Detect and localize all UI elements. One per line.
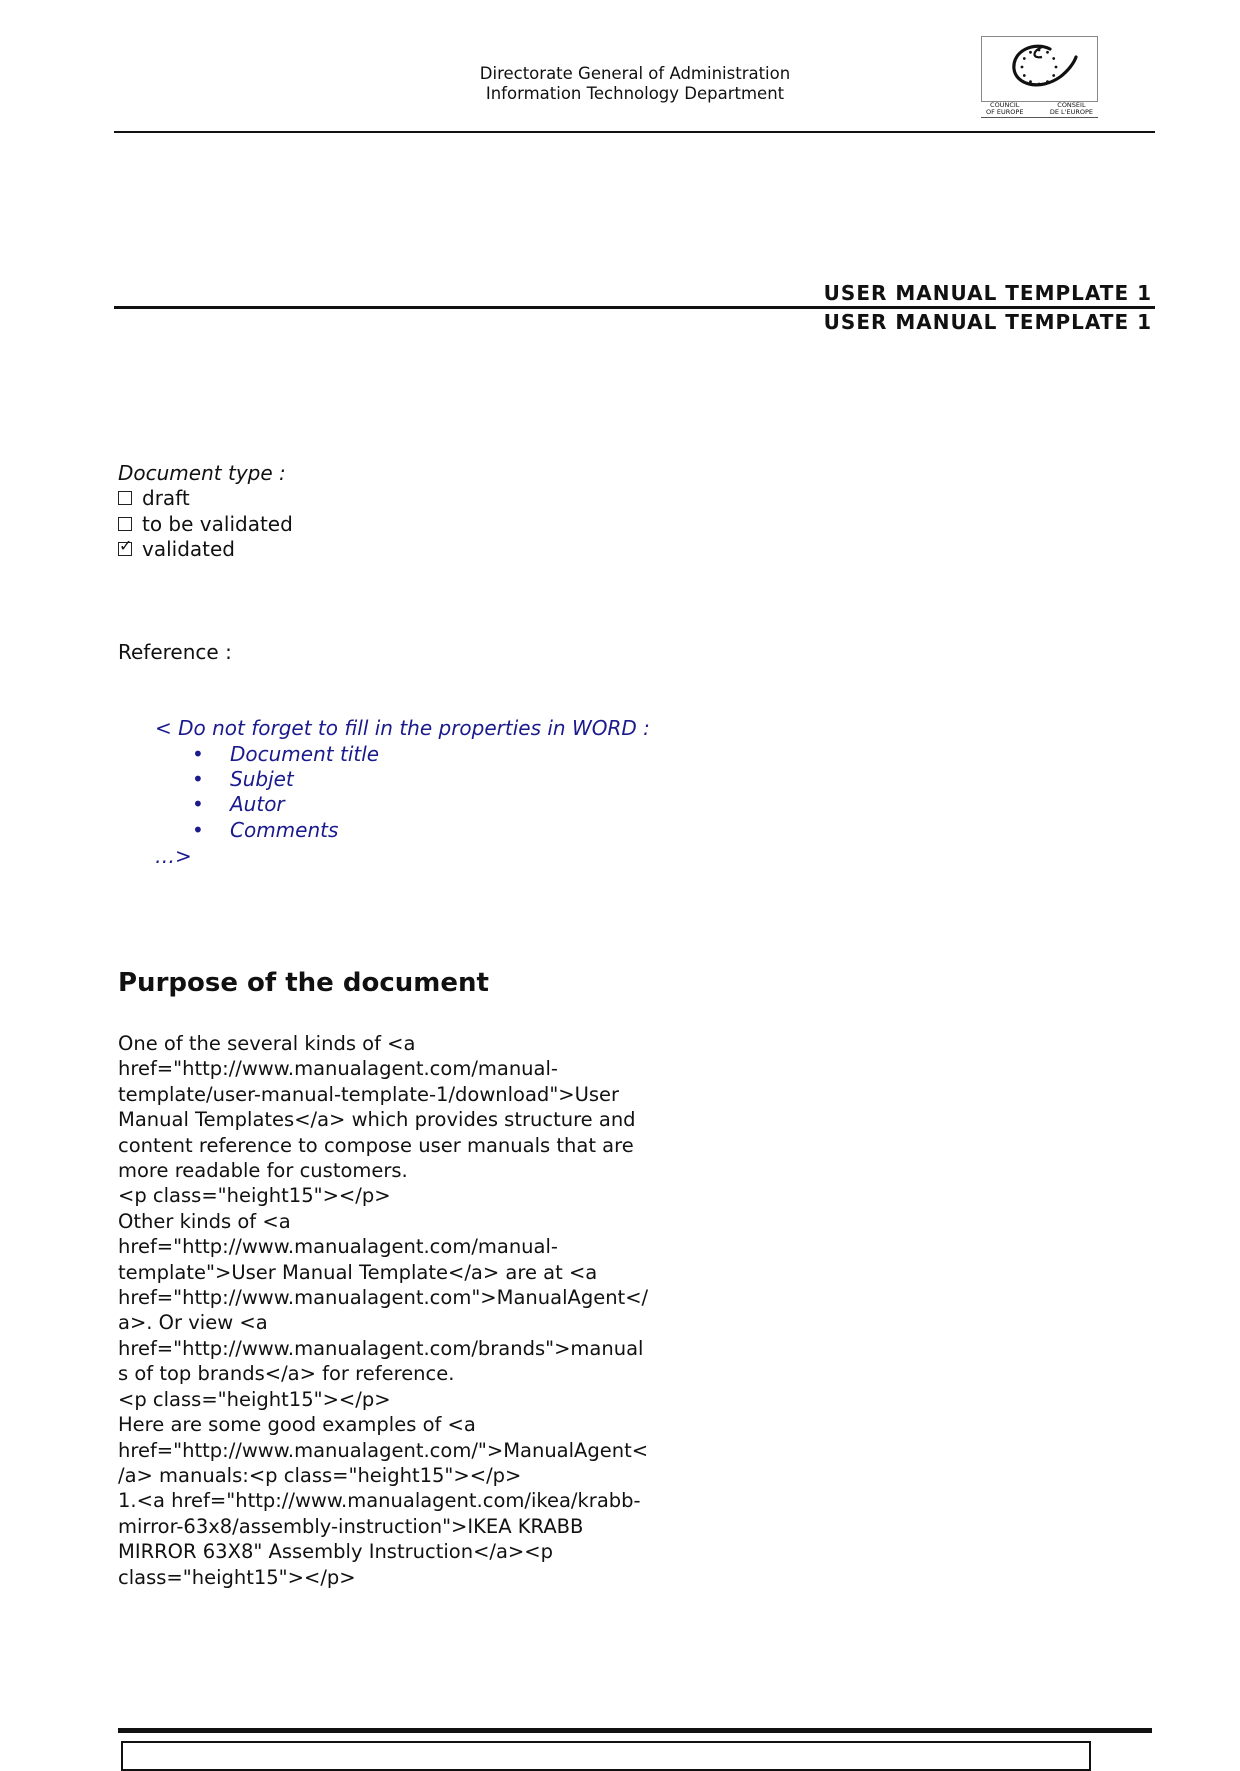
list-item-text: Document title [230, 742, 380, 766]
body-line: /a> manuals:<p class="height15"></p> [118, 1463, 522, 1487]
checkbox-unchecked-icon [118, 491, 132, 505]
reference-label: Reference : [118, 640, 232, 664]
body-line: class="height15"></p> [118, 1565, 356, 1589]
body-line: href="http://www.manualagent.com/manual- [118, 1235, 558, 1259]
list-item [192, 742, 379, 766]
section-heading-purpose: Purpose of the document [118, 968, 489, 998]
body-line: s of top brands</a> for reference. [118, 1362, 455, 1386]
body-line: href="http://www.manualagent.com/brands">manual [118, 1336, 644, 1360]
bullet-icon: • [192, 818, 204, 842]
checkbox-label: validated [142, 537, 235, 561]
header-divider [114, 131, 1155, 133]
body-line: href="http://www.manualagent.com">ManualAgent</ [118, 1286, 649, 1310]
body-line: more readable for customers. [118, 1159, 408, 1183]
checkbox-checked-icon [118, 536, 133, 556]
list-item-text: Subjet [230, 767, 294, 791]
list-item-text: Comments [230, 818, 339, 842]
body-line: <p class="height15"></p> [118, 1184, 391, 1208]
checkbox-to-be-validated[interactable] [118, 512, 293, 536]
logo-emblem-icon [982, 37, 1097, 101]
properties-note-intro: < Do not forget to fill in the properties in WORD : [155, 716, 650, 740]
bullet-icon: • [192, 767, 204, 791]
document-title: USER MANUAL TEMPLATE 1 [823, 281, 1152, 305]
checkbox-label: to be validated [142, 512, 293, 536]
header-directorate: Directorate General of Administration [479, 64, 791, 83]
body-line: Here are some good examples of <a [118, 1413, 476, 1437]
logo-caption [981, 102, 1098, 116]
bullet-icon: • [192, 792, 204, 816]
logo-caption-english: COUNCIL OF EUROPE [986, 101, 1024, 116]
purpose-body [118, 1031, 648, 1590]
bullet-icon: • [192, 742, 204, 766]
body-line: href="http://www.manualagent.com/">ManualAgent< [118, 1438, 649, 1462]
checkbox-unchecked-icon [118, 517, 132, 531]
body-line: One of the several kinds of <a [118, 1032, 416, 1055]
checkbox-draft[interactable] [118, 486, 190, 510]
list-item [192, 792, 285, 816]
body-line: template/user-manual-template-1/download">User [118, 1082, 620, 1106]
list-item-text: Autor [230, 792, 285, 816]
body-line: mirror-63x8/assembly-instruction">IKEA KRABB [118, 1514, 584, 1538]
body-line: template">User Manual Template</a> are at <a [118, 1260, 598, 1284]
header-it-department: Information Technology Department [485, 84, 785, 103]
body-line: a>. Or view <a [118, 1311, 268, 1335]
checkbox-label: draft [142, 486, 190, 510]
footer-divider [118, 1728, 1152, 1733]
body-line: Other kinds of <a [118, 1209, 291, 1233]
document-subtitle: USER MANUAL TEMPLATE 1 [823, 310, 1152, 334]
body-line: content reference to compose user manuals that are [118, 1133, 634, 1157]
title-divider [114, 306, 1155, 309]
list-item [192, 767, 294, 791]
council-of-europe-logo [981, 36, 1098, 102]
logo-caption-french: CONSEIL DE L'EUROPE [1049, 101, 1093, 116]
list-item [192, 818, 338, 842]
check-mark-icon: ✓ [119, 536, 133, 555]
body-line: <p class="height15"></p> [118, 1387, 391, 1411]
header-department [415, 64, 855, 104]
checkbox-validated[interactable] [118, 537, 235, 561]
document-type-label: Document type : [118, 461, 286, 485]
body-line: MIRROR 63X8" Assembly Instruction</a><p [118, 1540, 553, 1564]
body-line: Manual Templates</a> which provides structure and [118, 1108, 636, 1132]
footer-box [121, 1741, 1091, 1771]
properties-note-outro: …> [155, 844, 192, 868]
body-line: href="http://www.manualagent.com/manual- [118, 1057, 558, 1081]
logo-underline [981, 117, 1098, 118]
body-line: 1.<a href="http://www.manualagent.com/ikea/krabb- [118, 1489, 641, 1513]
